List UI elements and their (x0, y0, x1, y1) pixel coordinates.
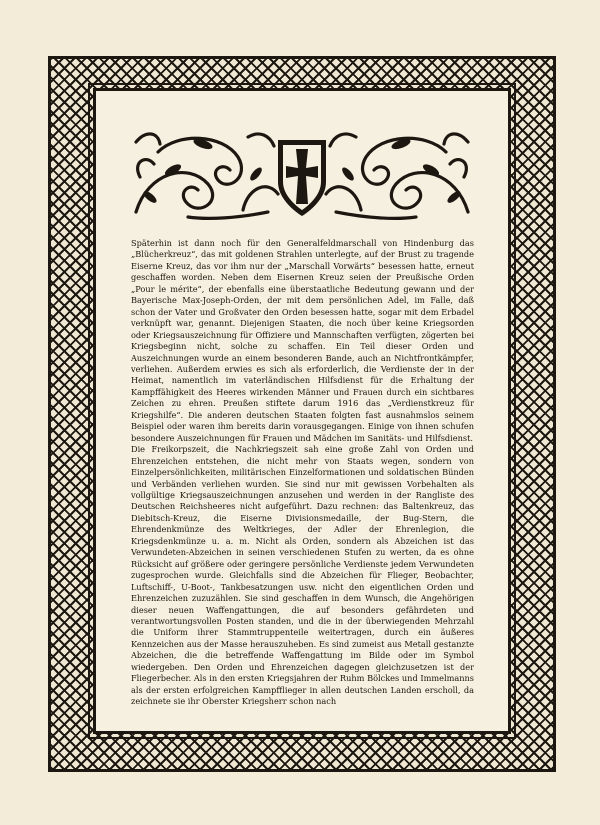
body-text (131, 238, 474, 720)
paragraph: Späterhin ist dann noch für den Generalfeldmarschall von Hindenburg das „Blücherkreuz“, das mit goldenen Strahlen unterlegte, auf der Brust zu tragende Eiserne Kreuz, das vor ihm nur der „Marschall Vorwärts“ besessen hatte, erneut geschaffen worden. Neben dem Eisernen Kreuz seien der Preußische Orden „Pour le mérite“, der ebenfalls eine überstaatliche Bedeutung gewann und der Bayerische Max-Joseph-Orden, der mit dem persönlichen Adel, im Falle, daß schon der Vater und Großvater den Orden besessen hatte, sogar mit dem Erbadel verknüpft war, genannt. Diejenigen Staaten, die noch über keine Kriegsorden oder Kriegsauszeichnung für Offiziere und Mannschaften verfügten, zögerten bei Kriegsbeginn nicht, solche zu schaffen. Ein Teil dieser Orden und Auszeichnungen wurde an einem besonderen Bande, auch an Nichtfrontkämpfer, verliehen. Außerdem erwies es sich als erforderlich, die Verdienste der in der Heimat, namentlich im vaterländischen Hilfsdienst für die Erhaltung der Kampffähigkeit des Heeres wirkenden Männer und Frauen durch ein sichtbares Zeichen zu ehren. Preußen stiftete darum 1916 das „Verdienstkreuz für Kriegshilfe“. Die anderen deutschen Staaten folgten fast ausnahmslos seinem Beispiel oder waren ihm bereits darin vorausgegangen. Einige von ihnen schufen besondere Auszeichnungen für Frauen und Mädchen im Sanitäts- und Hilfsdienst. (131, 238, 474, 443)
paragraph: Die Freikorpszeit, die Nachkriegszeit sah eine große Zahl von Orden und Ehrenzeichen entstehen, die nicht mehr von Staats wegen, sondern von Einzelpersönlichkeiten, militärischen Einzelformationen und soldatischen Bünden und Verbänden verliehen wurden. Sie sind nur mit gewissen Vorbehalten als vollgültige Kriegsauszeichnungen anzusehen und werden in der Rangliste des Deutschen Reichsheeres nicht aufgeführt. Dazu rechnen: das Baltenkreuz, das Diebitsch-Kreuz, die Eiserne Divisionsmedaille, der Bug-Stern, die Ehrendenkmünze des Weltkrieges, der Adler der Ehrenlegion, die Kriegsdenkmünze u. a. m. Nicht als Orden, sondern als Abzeichen ist das Verwundeten-Abzeichen in seinen verschiedenen Stufen zu werten, da es ohne Rücksicht auf größere oder geringere persönliche Verdienste jedem Verwundeten zugesprochen wurde. Gleichfalls sind die Abzeichen für Flieger, Beobachter, Luftschiff-, U-Boot-, Tankbesatzungen usw. nicht den eigentlichen Orden und Ehrenzeichen zuzuzählen. Sie sind geschaffen in dem Wunsch, die Angehörigen dieser neuen Waffengattungen, die auf besonders gefährdeten und verantwortungsvollen Posten standen, und die in der überwiegenden Mehrzahl die Uniform ihrer Stammtruppenteile weitertragen, durch ein äußeres Kennzeichen aus der Masse herauszuheben. Es sind zumeist aus Metall gestanzte Abzeichen, die die betreffende Waffengattung im Bilde oder im Symbol wiedergeben. Den Orden und Ehrenzeichen dagegen gleichzusetzen ist der Fliegerbecher. Als in den ersten Kriegsjahren der Ruhm Bölckes und Immelmanns als der ersten erfolgreichen Kampfflieger in allen deutschen Landen erscholl, da zeichnete sie ihr Oberster Kriegsherr schon nach (131, 444, 474, 707)
iron-cross-crest-icon (128, 122, 476, 224)
